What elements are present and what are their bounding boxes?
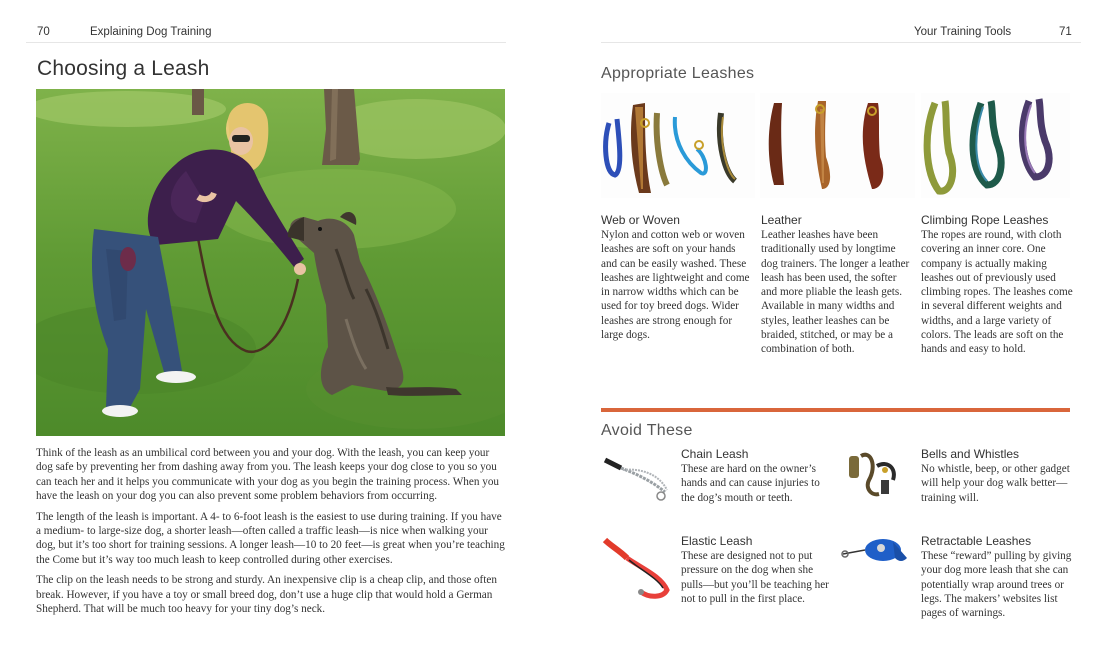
right-page-number: 71: [1059, 26, 1072, 38]
leather-text: Leather leashes have been traditionally used by longtime dog trainers. The longer a leather leash has been used, the softer and more pliable the leash gets. Available in many widths and styles, leather leashes can be braided, stitched, or may be a combination of both.: [761, 229, 910, 356]
appropriate-leashes-heading: Appropriate Leashes: [601, 65, 755, 82]
web-woven-text: Nylon and cotton web or woven leashes are soft on your hands and can be easily washed. These leashes are lightweight and come in narrow widths which can be used for toy breed dogs. Wider leashes are strong enough for large dogs.: [601, 229, 750, 342]
elastic-leash-title: Elastic Leash: [681, 534, 753, 548]
bells-whistles-text: No whistle, beep, or other gadget will help your dog walk better—training will.: [921, 463, 1070, 504]
retractable-leash-title: Retractable Leashes: [921, 534, 1032, 548]
climbing-rope-item: [921, 213, 1073, 357]
web-woven-item: [601, 213, 751, 342]
avoid-these-heading: Avoid These: [601, 422, 693, 439]
left-body-text: [36, 446, 508, 622]
chain-leash-item: [681, 447, 833, 505]
bells-whistles-item: [921, 447, 1073, 505]
chain-leash-title: Chain Leash: [681, 447, 749, 461]
web-woven-title: Web or Woven: [601, 213, 680, 227]
elastic-leash-text: These are designed not to put pressure on the dog when she pulls—but you’ll be teaching her not to pull in the first place.: [681, 550, 829, 605]
woman-training-dog-photo: [36, 89, 505, 436]
left-header-rule: [26, 42, 506, 43]
chain-leash-image: [601, 446, 673, 506]
right-running-head: Your Training Tools: [914, 26, 1012, 38]
left-running-head: Explaining Dog Training: [90, 26, 212, 38]
climbing-rope-leashes-image: [921, 93, 1070, 198]
climbing-rope-title: Climbing Rope Leashes: [921, 213, 1049, 227]
right-header-rule: [601, 42, 1081, 43]
retractable-leash-item: [921, 534, 1073, 620]
bells-whistles-title: Bells and Whistles: [921, 447, 1020, 461]
retractable-leash-text: These “reward” pulling by giving your dog more leash that she can potentially wrap around trees or legs. The makers’ websites list pages of warnings.: [921, 550, 1072, 620]
climbing-rope-text: The ropes are round, with cloth covering an inner core. One company is actually making leashes out of previously used climbing ropes. The leashes come in several different weights and widths, and a large variety of colors. The leads are soft on the hands and easy to hold.: [921, 229, 1073, 356]
elastic-leash-image: [601, 532, 673, 604]
section-divider-bar: [601, 408, 1070, 412]
leather-item: [761, 213, 913, 357]
web-woven-leashes-image: [601, 93, 755, 198]
elastic-leash-item: [681, 534, 833, 606]
left-page-number: 70: [37, 26, 50, 38]
bells-whistles-image: [841, 446, 913, 506]
paragraph: The length of the leash is important. A 4- to 6-foot leash is the easiest to use during training. If you have a medium- to large-size dog, a shorter leash—often called a traffic leash—is nice when walking your dog, but it’s too short for training sessions. A longer leash—10 to 20 feet—is great when you’re teaching the Come but it’s way too much leash to keep controlled during other exercises.: [36, 510, 505, 566]
leather-title: Leather: [761, 213, 802, 227]
leather-leashes-image: [760, 93, 915, 198]
page-title: Choosing a Leash: [37, 57, 210, 80]
paragraph: Think of the leash as an umbilical cord between you and your dog. With the leash, you can keep your dog safe by preventing her from dashing away from you. The leash keeps your dog close to you so you can teach her and it helps you communicate with your dog as you begin the training process. When you have the leash on your dog you can also prevent some problem behaviors from occurring.: [36, 447, 500, 503]
paragraph: The clip on the leash needs to be strong and sturdy. An inexpensive clip is a cheap clip, and those often break. However, if you have a toy or small breed dog, don’t use a huge clip that would hold a German Shepherd. That will be much too heavy for your tiny dog’s neck.: [36, 574, 497, 616]
retractable-leash-image: [841, 532, 913, 572]
chain-leash-text: These are hard on the owner’s hands and can cause injuries to the dog’s mouth or teeth.: [681, 463, 820, 504]
